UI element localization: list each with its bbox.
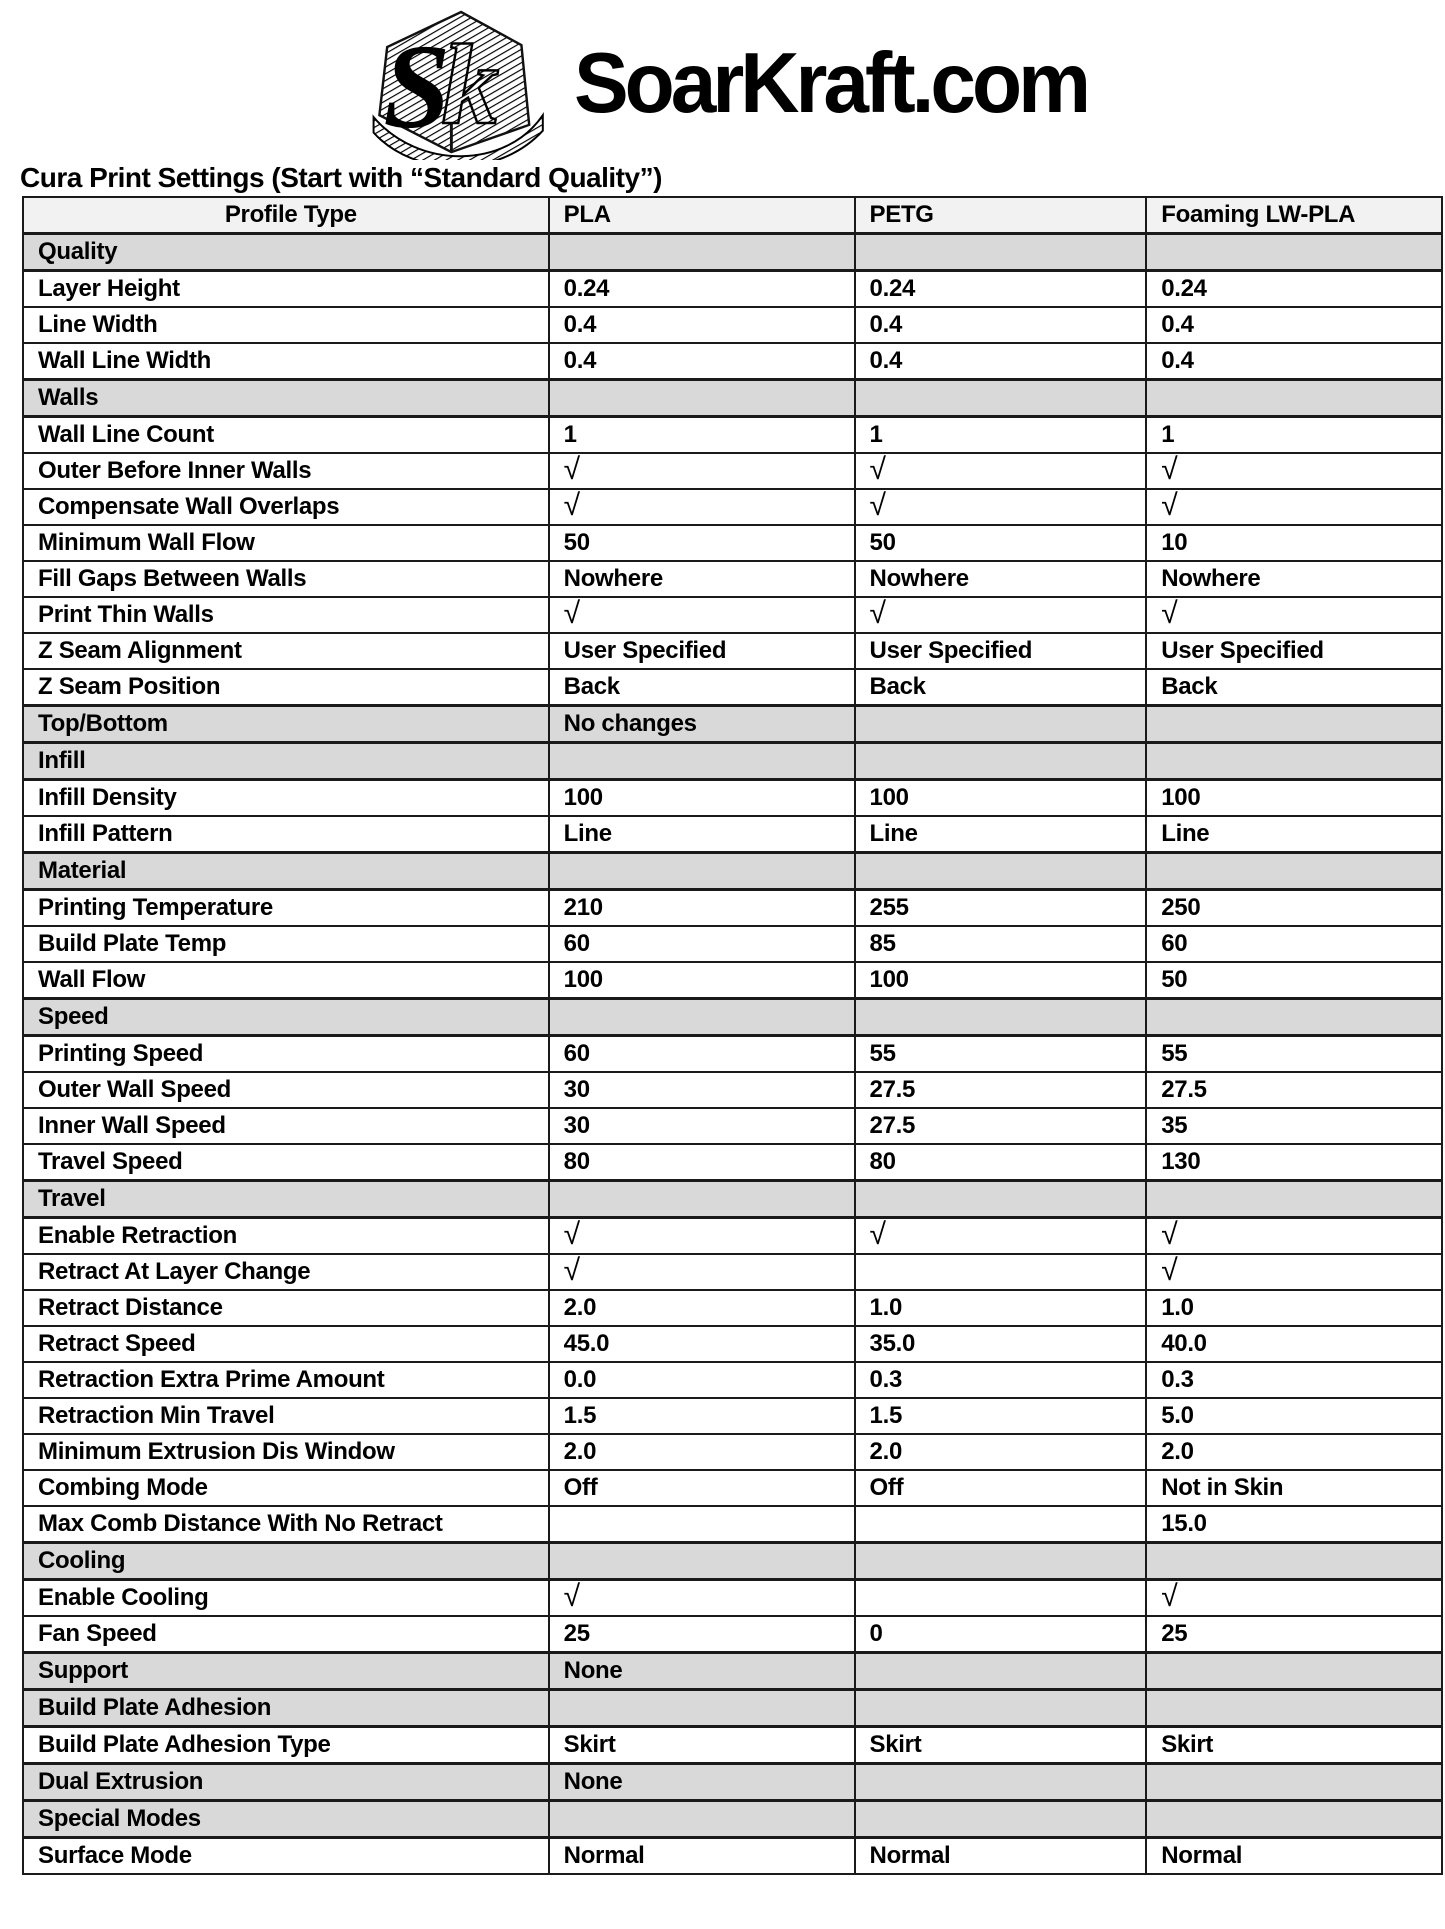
table-body [23,234,1442,1875]
row-label: Cooling [23,1543,549,1580]
row-label: Top/Bottom [23,706,549,743]
value-cell [549,1254,855,1290]
row-label: Speed [23,999,549,1036]
checkmark-icon: √ [563,489,580,522]
value-cell: 1.5 [549,1398,855,1434]
row-label: Dual Extrusion [23,1764,549,1801]
row-label: Enable Retraction [23,1218,549,1255]
value-cell: 80 [549,1144,855,1181]
value-cell: 255 [855,890,1147,927]
row-label: Infill [23,743,549,780]
data-row-wall-flow [23,962,1442,999]
value-cell [855,1653,1147,1690]
row-label: Travel Speed [23,1144,549,1181]
row-label: Fill Gaps Between Walls [23,561,549,597]
value-cell: 250 [1146,890,1442,927]
value-cell: Back [1146,669,1442,706]
row-label: Printing Speed [23,1036,549,1073]
value-cell: 0.3 [1146,1362,1442,1398]
value-cell: 27.5 [855,1108,1147,1144]
value-cell [855,1543,1147,1580]
value-cell: Normal [1146,1838,1442,1875]
row-label: Retraction Extra Prime Amount [23,1362,549,1398]
value-cell: 1 [855,417,1147,454]
section-row-walls [23,380,1442,417]
value-cell [549,743,855,780]
column-header-pla: PLA [549,197,855,234]
row-label: Retract Speed [23,1326,549,1362]
section-row-build-plate-adhesion [23,1690,1442,1727]
value-cell [855,1690,1147,1727]
checkmark-icon: √ [563,1254,580,1287]
value-cell: 30 [549,1108,855,1144]
value-cell [855,597,1147,633]
value-cell: Line [1146,816,1442,853]
row-label: Retraction Min Travel [23,1398,549,1434]
data-row-enable-retraction [23,1218,1442,1255]
value-cell: 25 [549,1616,855,1653]
value-cell [855,1218,1147,1255]
value-cell: Skirt [549,1727,855,1764]
checkmark-icon: √ [1161,597,1178,630]
value-cell [1146,1653,1442,1690]
row-label: Fan Speed [23,1616,549,1653]
value-cell: Nowhere [1146,561,1442,597]
column-header-petg: PETG [855,197,1147,234]
value-cell [855,380,1147,417]
row-label: Wall Line Count [23,417,549,454]
value-cell: Normal [855,1838,1147,1875]
section-row-quality [23,234,1442,271]
value-cell: 50 [1146,962,1442,999]
value-cell: 0.24 [549,271,855,308]
data-row-retract-speed [23,1326,1442,1362]
row-label: Support [23,1653,549,1690]
row-label: Layer Height [23,271,549,308]
value-cell: 0.4 [549,307,855,343]
row-label: Build Plate Temp [23,926,549,962]
value-cell: Nowhere [855,561,1147,597]
value-cell: 35.0 [855,1326,1147,1362]
table-header-row [23,197,1442,234]
value-cell: 100 [855,780,1147,817]
value-cell [1146,1764,1442,1801]
checkmark-icon: √ [1161,453,1178,486]
value-cell [549,380,855,417]
row-label: Wall Flow [23,962,549,999]
data-row-layer-height [23,271,1442,308]
value-cell [1146,1580,1442,1617]
data-row-printing-speed [23,1036,1442,1073]
data-row-wall-line-width [23,343,1442,380]
value-cell [1146,1690,1442,1727]
value-cell [549,453,855,489]
section-row-dual-extrusion [23,1764,1442,1801]
value-cell [1146,1543,1442,1580]
value-cell: 2.0 [549,1434,855,1470]
value-cell: Back [549,669,855,706]
value-cell: Skirt [1146,1727,1442,1764]
value-cell: 60 [549,926,855,962]
value-cell: 1.5 [855,1398,1147,1434]
value-cell [1146,489,1442,525]
value-cell [549,1506,855,1543]
value-cell [855,1801,1147,1838]
value-cell [855,743,1147,780]
checkmark-icon: √ [563,1579,580,1613]
value-cell [1146,234,1442,271]
data-row-z-seam-alignment [23,633,1442,669]
value-cell [1146,1801,1442,1838]
value-cell: 80 [855,1144,1147,1181]
value-cell: 60 [1146,926,1442,962]
data-row-fan-speed [23,1616,1442,1653]
section-row-travel [23,1181,1442,1218]
value-cell: Not in Skin [1146,1470,1442,1506]
value-cell: 100 [855,962,1147,999]
value-cell [855,234,1147,271]
data-row-printing-temperature [23,890,1442,927]
checkmark-icon: √ [869,1217,886,1251]
checkmark-icon: √ [1161,1254,1178,1287]
data-row-wall-line-count [23,417,1442,454]
row-label: Compensate Wall Overlaps [23,489,549,525]
value-cell: 210 [549,890,855,927]
data-row-retract-at-layer-change [23,1254,1442,1290]
value-cell: 0.24 [1146,271,1442,308]
value-cell: Off [549,1470,855,1506]
row-label: Combing Mode [23,1470,549,1506]
value-cell: 40.0 [1146,1326,1442,1362]
logo-header [0,0,1445,160]
section-row-support [23,1653,1442,1690]
value-cell [855,706,1147,743]
value-cell: Line [855,816,1147,853]
row-label: Surface Mode [23,1838,549,1875]
value-cell [549,234,855,271]
data-row-travel-speed [23,1144,1442,1181]
row-label: Quality [23,234,549,271]
data-row-fill-gaps-between-walls [23,561,1442,597]
row-label: Special Modes [23,1801,549,1838]
value-cell: 0.3 [855,1362,1147,1398]
sk-cube-logo-icon [358,8,572,160]
value-cell: 27.5 [855,1072,1147,1108]
value-cell: 0.4 [1146,307,1442,343]
value-cell [855,1764,1147,1801]
value-cell [1146,706,1442,743]
data-row-minimum-extrusion-dis-window [23,1434,1442,1470]
value-cell [855,1181,1147,1218]
value-cell [855,1254,1147,1290]
value-cell: 60 [549,1036,855,1073]
value-cell: 0.4 [855,343,1147,380]
checkmark-icon: √ [1161,489,1178,522]
row-label: Walls [23,380,549,417]
checkmark-icon: √ [563,453,580,486]
data-row-outer-wall-speed [23,1072,1442,1108]
value-cell: None [549,1764,855,1801]
row-label: Build Plate Adhesion Type [23,1727,549,1764]
print-settings-table [22,196,1443,1875]
value-cell: Normal [549,1838,855,1875]
data-row-build-plate-adhesion-type [23,1727,1442,1764]
checkmark-icon: √ [869,489,886,522]
section-row-infill [23,743,1442,780]
row-label: Max Comb Distance With No Retract [23,1506,549,1543]
value-cell [549,1690,855,1727]
data-row-minimum-wall-flow [23,525,1442,561]
value-cell: 27.5 [1146,1072,1442,1108]
value-cell: 50 [549,525,855,561]
data-row-build-plate-temp [23,926,1442,962]
page-title: Cura Print Settings (Start with “Standard Quality”) [20,162,662,193]
row-label: Outer Before Inner Walls [23,453,549,489]
row-label: Wall Line Width [23,343,549,380]
value-cell: 0.0 [549,1362,855,1398]
value-cell: Nowhere [549,561,855,597]
value-cell: 55 [855,1036,1147,1073]
value-cell [855,999,1147,1036]
value-cell: Skirt [855,1727,1147,1764]
value-cell: User Specified [855,633,1147,669]
section-row-top-bottom [23,706,1442,743]
value-cell [549,1801,855,1838]
data-row-combing-mode [23,1470,1442,1506]
value-cell [549,999,855,1036]
data-row-z-seam-position [23,669,1442,706]
checkmark-icon: √ [563,597,580,630]
value-cell [1146,1181,1442,1218]
value-cell: 2.0 [1146,1434,1442,1470]
value-cell: 100 [1146,780,1442,817]
data-row-retraction-min-travel [23,1398,1442,1434]
value-cell: 0.4 [1146,343,1442,380]
value-cell [1146,1218,1442,1255]
value-cell [1146,853,1442,890]
row-label: Print Thin Walls [23,597,549,633]
value-cell: 1 [549,417,855,454]
value-cell: 15.0 [1146,1506,1442,1543]
value-cell [855,853,1147,890]
column-header-foaming-lw-pla: Foaming LW-PLA [1146,197,1442,234]
value-cell [549,1181,855,1218]
checkmark-icon: √ [869,453,886,486]
value-cell: 35 [1146,1108,1442,1144]
row-label: Enable Cooling [23,1580,549,1617]
value-cell: 45.0 [549,1326,855,1362]
row-label: Minimum Extrusion Dis Window [23,1434,549,1470]
value-cell [1146,380,1442,417]
value-cell: User Specified [1146,633,1442,669]
svg-text:S: S [383,20,451,154]
value-cell [855,489,1147,525]
data-row-inner-wall-speed [23,1108,1442,1144]
row-label: Retract At Layer Change [23,1254,549,1290]
row-label: Inner Wall Speed [23,1108,549,1144]
section-row-special-modes [23,1801,1442,1838]
value-cell: 50 [855,525,1147,561]
row-label: Build Plate Adhesion [23,1690,549,1727]
value-cell: 0 [855,1616,1147,1653]
data-row-line-width [23,307,1442,343]
row-label: Z Seam Position [23,669,549,706]
section-row-speed [23,999,1442,1036]
value-cell: Back [855,669,1147,706]
value-cell: 130 [1146,1144,1442,1181]
checkmark-icon: √ [1161,1217,1178,1251]
value-cell [1146,597,1442,633]
value-cell: 1 [1146,417,1442,454]
value-cell [1146,1254,1442,1290]
data-row-surface-mode [23,1838,1442,1875]
value-cell: 100 [549,962,855,999]
value-cell: 100 [549,780,855,817]
brand-text: SoarKraft.com [573,36,1088,131]
value-cell: 25 [1146,1616,1442,1653]
row-label: Infill Density [23,780,549,817]
value-cell [855,1580,1147,1617]
value-cell [855,1506,1147,1543]
row-label: Minimum Wall Flow [23,525,549,561]
value-cell: 5.0 [1146,1398,1442,1434]
section-row-cooling [23,1543,1442,1580]
row-label: Travel [23,1181,549,1218]
checkmark-icon: √ [1161,1579,1178,1613]
value-cell [549,1580,855,1617]
value-cell: 10 [1146,525,1442,561]
data-row-retraction-extra-prime-amount [23,1362,1442,1398]
value-cell [549,1218,855,1255]
value-cell: 1.0 [1146,1290,1442,1326]
data-row-retract-distance [23,1290,1442,1326]
data-row-max-comb-distance-with-no-retract [23,1506,1442,1543]
value-cell [1146,999,1442,1036]
data-row-infill-density [23,780,1442,817]
data-row-infill-pattern [23,816,1442,853]
section-row-material [23,853,1442,890]
value-cell [1146,743,1442,780]
value-cell: 0.4 [549,343,855,380]
value-cell [855,453,1147,489]
data-row-compensate-wall-overlaps [23,489,1442,525]
row-label: Outer Wall Speed [23,1072,549,1108]
value-cell: 2.0 [549,1290,855,1326]
column-header-profile-type: Profile Type [23,197,549,234]
value-cell [549,853,855,890]
row-label: Line Width [23,307,549,343]
value-cell [1146,453,1442,489]
value-cell: Line [549,816,855,853]
value-cell: User Specified [549,633,855,669]
value-cell: 1.0 [855,1290,1147,1326]
data-row-enable-cooling [23,1580,1442,1617]
value-cell: 30 [549,1072,855,1108]
value-cell [549,597,855,633]
value-cell: 2.0 [855,1434,1147,1470]
row-label: Z Seam Alignment [23,633,549,669]
value-cell [549,489,855,525]
checkmark-icon: √ [869,597,886,630]
value-cell: 0.4 [855,307,1147,343]
checkmark-icon: √ [563,1217,580,1251]
value-cell: 55 [1146,1036,1442,1073]
value-cell: 85 [855,926,1147,962]
value-cell: Off [855,1470,1147,1506]
row-label: Retract Distance [23,1290,549,1326]
svg-text:k: k [441,20,500,148]
data-row-outer-before-inner-walls [23,453,1442,489]
value-cell [549,1543,855,1580]
value-cell: 0.24 [855,271,1147,308]
value-cell: None [549,1653,855,1690]
data-row-print-thin-walls [23,597,1442,633]
row-label: Printing Temperature [23,890,549,927]
value-cell: No changes [549,706,855,743]
row-label: Material [23,853,549,890]
row-label: Infill Pattern [23,816,549,853]
